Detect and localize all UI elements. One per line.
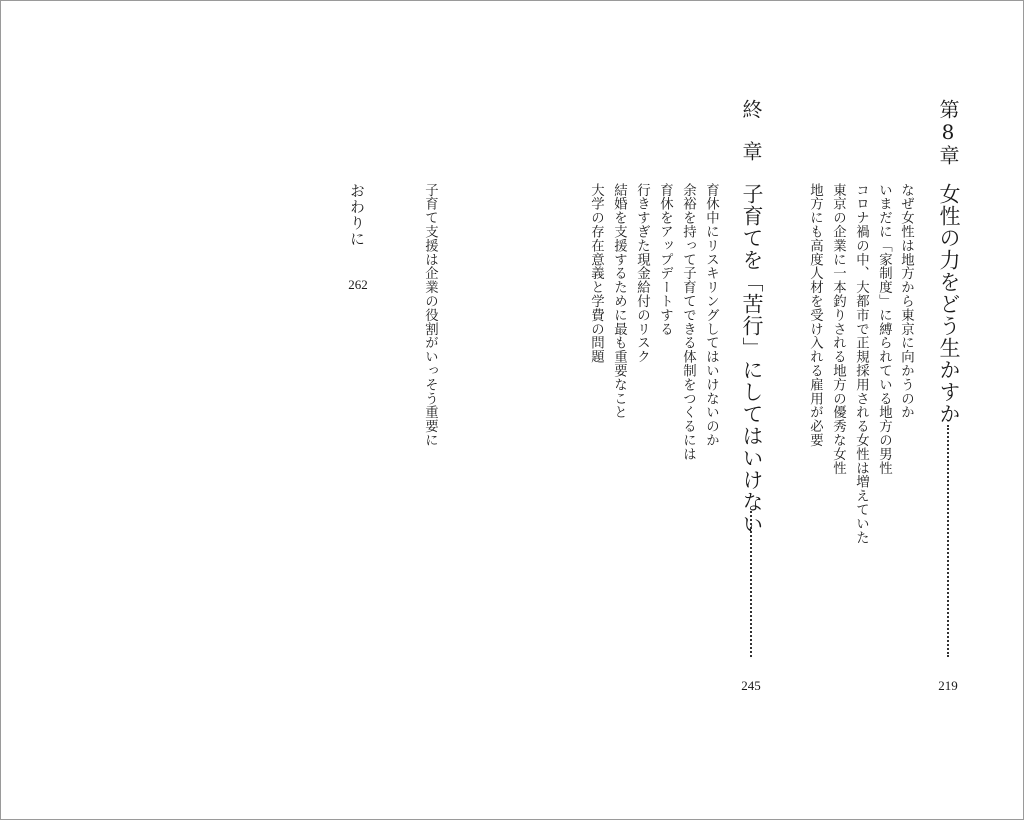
chapter8-item: いまだに「家制度」に縛られている地方の男性 bbox=[876, 183, 892, 475]
chapter8-item: 地方にも高度人材を受け入れる雇用が必要 bbox=[807, 183, 823, 448]
final-chapter-item: 結婚を支援するために最も重要なこと bbox=[611, 183, 627, 420]
afterword-item: 子育て支援は企業の役割がいっそう重要に bbox=[422, 183, 438, 448]
final-chapter-item: 行きすぎた現金給付のリスク bbox=[634, 183, 650, 364]
final-chapter-item: 育休をアップデートする bbox=[657, 183, 673, 336]
chapter8-item: なぜ女性は地方から東京に向かうのか bbox=[898, 183, 914, 420]
final-chapter-item: 育休中にリスキリングしてはいけないのか bbox=[703, 183, 719, 448]
final-chapter-leader-dots bbox=[750, 511, 752, 657]
chapter8-title: 女性の力をどう生かすか bbox=[937, 183, 961, 425]
chapter8-leader-dots bbox=[947, 425, 949, 657]
final-chapter-title: 子育てを「苦行」にしてはいけない bbox=[740, 183, 764, 535]
final-chapter-label: 終 章 bbox=[739, 99, 763, 162]
chapter8-label: 第8章 bbox=[936, 99, 960, 166]
final-chapter-page-number: 245 bbox=[741, 678, 761, 693]
chapter8-page-number: 219 bbox=[938, 678, 958, 693]
chapter8-item: コロナ禍の中、大都市で正規採用される女性は増えていた bbox=[853, 183, 869, 545]
chapter8-item: 東京の企業に一本釣りされる地方の優秀な女性 bbox=[830, 183, 846, 475]
afterword-title: おわりに bbox=[348, 183, 366, 247]
final-chapter-item: 大学の存在意義と学費の問題 bbox=[588, 183, 604, 364]
final-chapter-item: 余裕を持って子育てできる体制をつくるには bbox=[680, 183, 696, 461]
afterword-page-number: 262 bbox=[348, 277, 368, 292]
